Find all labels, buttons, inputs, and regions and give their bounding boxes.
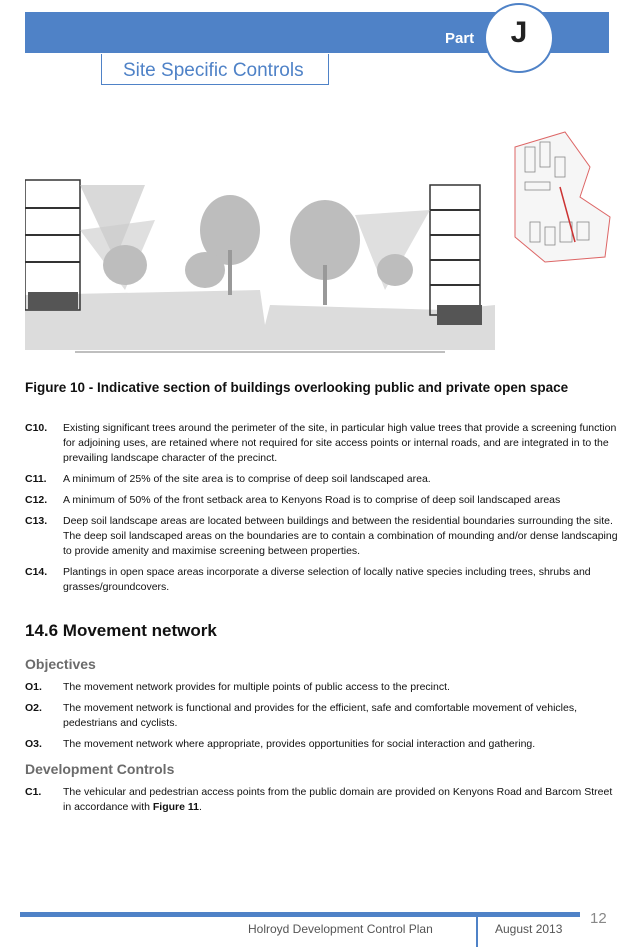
trees (103, 195, 413, 305)
control-text: Plantings in open space areas incorporate a diverse selection of locally native species including trees, shrubs and grasses/groundcovers. (63, 566, 591, 593)
objective-item (25, 737, 615, 752)
control-code: C1. (25, 786, 42, 798)
section-figure (25, 140, 495, 365)
control-code: C10. (25, 422, 48, 434)
development-controls-heading: Development Controls (25, 761, 175, 777)
footer-separator (476, 914, 478, 947)
control-text: Deep soil landscape areas are located between buildings and between the residential boundaries surrounding the site. The deep soil landscaped areas on the boundaries are to contain a combination of mounding and/or dense landscaping to provide amenity and maximise screening between properties. (63, 515, 618, 557)
part-letter: J (510, 16, 528, 49)
control-text-pre: The vehicular and pedestrian access points from the public domain are provided on Kenyons Road and Barcom Street in accordance with (63, 786, 613, 813)
left-building (25, 180, 155, 310)
control-code: C11. (25, 473, 47, 485)
section-tab-title: Site Specific Controls (123, 60, 304, 81)
control-code: C13. (25, 515, 48, 527)
footer-date: August 2013 (495, 922, 563, 936)
part-label: Part (445, 30, 475, 47)
control-code: C12. (25, 494, 48, 506)
section-heading: 14.6 Movement network (25, 621, 217, 640)
objectives-list (25, 680, 615, 758)
control-item (25, 421, 625, 466)
objective-item (25, 701, 615, 731)
footer-rule (20, 912, 580, 917)
control-code: C14. (25, 566, 48, 578)
control-text: Existing significant trees around the perimeter of the site, in particular high value trees that provide a screening function for adjoining uses, are retained where not required for site access points or internal roads, and are integrated in to the prevailing landscape character of the precinct. (63, 422, 617, 464)
objective-text: The movement network where appropriate, provides opportunities for social interaction and gathering. (63, 738, 536, 750)
development-control-item (25, 785, 615, 815)
controls-list (25, 421, 625, 601)
control-item (25, 514, 625, 559)
footer-title: Holroyd Development Control Plan (248, 922, 433, 936)
development-controls-list (25, 785, 615, 821)
objective-item (25, 680, 615, 695)
control-text: A minimum of 50% of the front setback area to Kenyons Road is to comprise of deep soil landscaped areas (63, 494, 561, 506)
figure-reference: Figure 11 (152, 801, 199, 813)
objectives-heading: Objectives (25, 656, 96, 672)
objective-code: O3. (25, 738, 42, 750)
site-location-map (505, 127, 615, 267)
right-building (355, 185, 482, 325)
objective-text: The movement network is functional and provides for the efficient, safe and comfortable movement of vehicles, pedestrians and cyclists. (63, 702, 577, 729)
control-text-post: . (199, 801, 202, 813)
control-text: A minimum of 25% of the site area is to comprise of deep soil landscaped area. (63, 473, 431, 485)
objective-code: O1. (25, 681, 42, 693)
figure-caption: Figure 10 - Indicative section of buildings overlooking public and private open space (25, 380, 569, 395)
objective-text: The movement network provides for multiple points of public access to the precinct. (63, 681, 450, 693)
control-item (25, 472, 625, 487)
page-number: 12 (590, 910, 607, 927)
objective-code: O2. (25, 702, 42, 714)
section-tab (101, 54, 329, 85)
control-text (63, 785, 615, 815)
control-item (25, 493, 625, 508)
control-item (25, 565, 625, 595)
